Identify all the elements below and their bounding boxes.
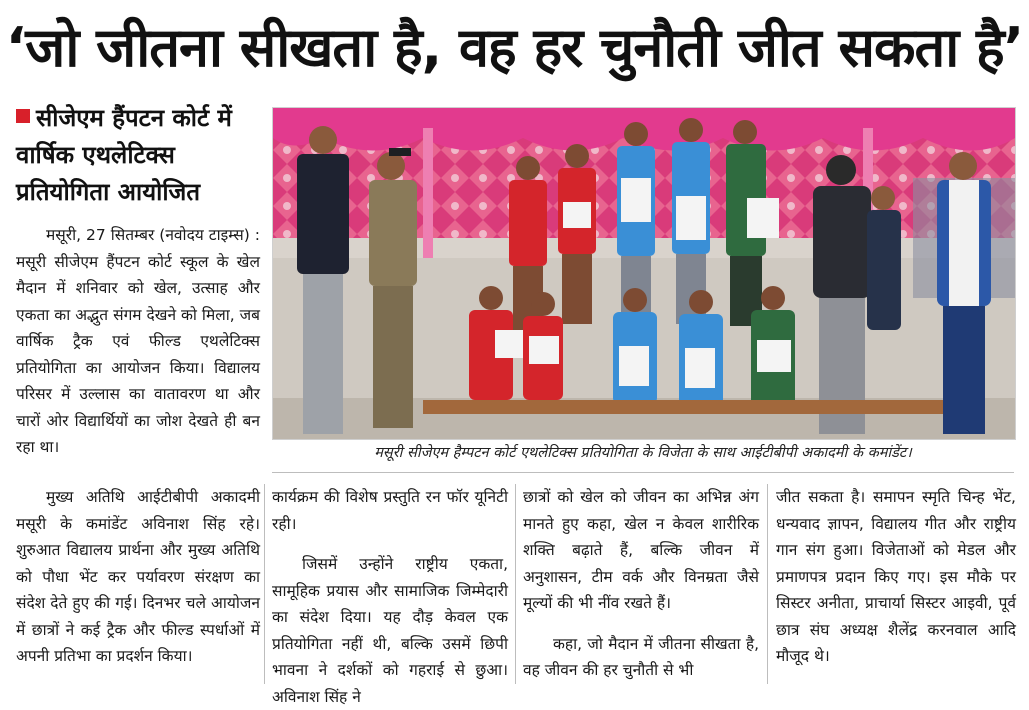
article-column-3: [523, 484, 759, 684]
column-divider: [264, 484, 265, 684]
intro-paragraph: [16, 222, 260, 461]
headline: ‘जो जीतना सीखता है, वह हर चुनौती जीत सकता है’: [5, 16, 1024, 79]
column-2-text-a: कार्यक्रम की विशेष प्रस्तुति रन फॉर यूनिटी रही।: [272, 488, 508, 533]
column-4-text: जीत सकता है। समापन स्मृति चिन्ह भेंट, धन्यवाद ज्ञापन, विद्यालय गीत और राष्ट्रीय गान संग हुआ। विजेताओं को मेडल और प्रमाणपत्र प्रदान किए गए। इस मौके पर सिस्टर अनीता, प्राचार्या सिस्टर आइवी, पूर्व छात्र संघ अध्यक्ष शैलेंद्र करनवाल आदि मौजूद थे।: [776, 488, 1016, 665]
article-column-2: [272, 484, 508, 710]
photo-caption: मसूरी सीजेएम हैम्पटन कोर्ट एथलेटिक्स प्रतियोगिता के विजेता के साथ आईटीबीपी अकादमी के कमांडेंट।: [374, 445, 912, 461]
subheadline-text: सीजेएम हैंपटन कोर्ट में वार्षिक एथलेटिक्स प्रतियोगिता आयोजित: [16, 104, 232, 206]
winners-group-photo-illustration: [273, 108, 1015, 439]
column-1-text: मुख्य अतिथि आईटीबीपी अकादमी मसूरी के कमांडेंट अविनाश सिंह रहे। शुरुआत विद्यालय प्रार्थना और मुख्य अतिथि को पौधा भेंट कर पर्यावरण संरक्षण का संदेश देते हुए की गई। दिनभर चले आयोजन में छात्रों ने कई ट्रैक और फील्ड स्पर्धाओं में अपनी प्रतिभा का प्रदर्शन किया।: [16, 488, 260, 665]
article-column-1: [16, 484, 260, 670]
article-column-4: [776, 484, 1016, 670]
column-2-text-b: जिसमें उन्होंने राष्ट्रीय एकता, सामूहिक प्रयास और सामाजिक जिम्मेदारी का संदेश दिया। यह दौड़ केवल एक प्रतियोगिता नहीं थी, बल्कि उसमें छिपी भावना ने दर्शकों को गहराई से छुआ। अविनाश सिंह ने: [272, 555, 508, 706]
column-divider: [767, 484, 768, 684]
subheadline: [16, 100, 264, 211]
column-divider: [515, 484, 516, 684]
red-square-bullet-icon: [16, 109, 30, 123]
intro-text: मसूरी, 27 सितम्बर (नवोदय टाइम्स) : मसूरी सीजेएम हैंपटन कोर्ट स्कूल के खेल मैदान में शनिवार को खेल, उत्साह और एकता का अद्भुत संगम देखने को मिला, जब वार्षिक ट्रैक एवं फील्ड एथलेटिक्स प्रतियोगिता का आयोजन किया। विद्यालय परिसर में उल्लास का वातावरण था और चारों ओर विद्यार्थियों का जोश देखते ही बन रहा था।: [16, 226, 260, 456]
column-3-text-b: कहा, जो मैदान में जीतना सीखता है, वह जीवन की हर चुनौती से भी: [523, 634, 759, 679]
photo-caption-rule: [272, 472, 1014, 473]
event-photo: [272, 107, 1016, 440]
column-3-text-a: छात्रों को खेल को जीवन का अभिन्न अंग मानते हुए कहा, खेल न केवल शारीरिक शक्ति बढ़ाते हैं, बल्कि जीवन में अनुशासन, टीम वर्क और विनम्रता जैसे मूल्यों की भी नींव रखते हैं।: [523, 488, 759, 612]
